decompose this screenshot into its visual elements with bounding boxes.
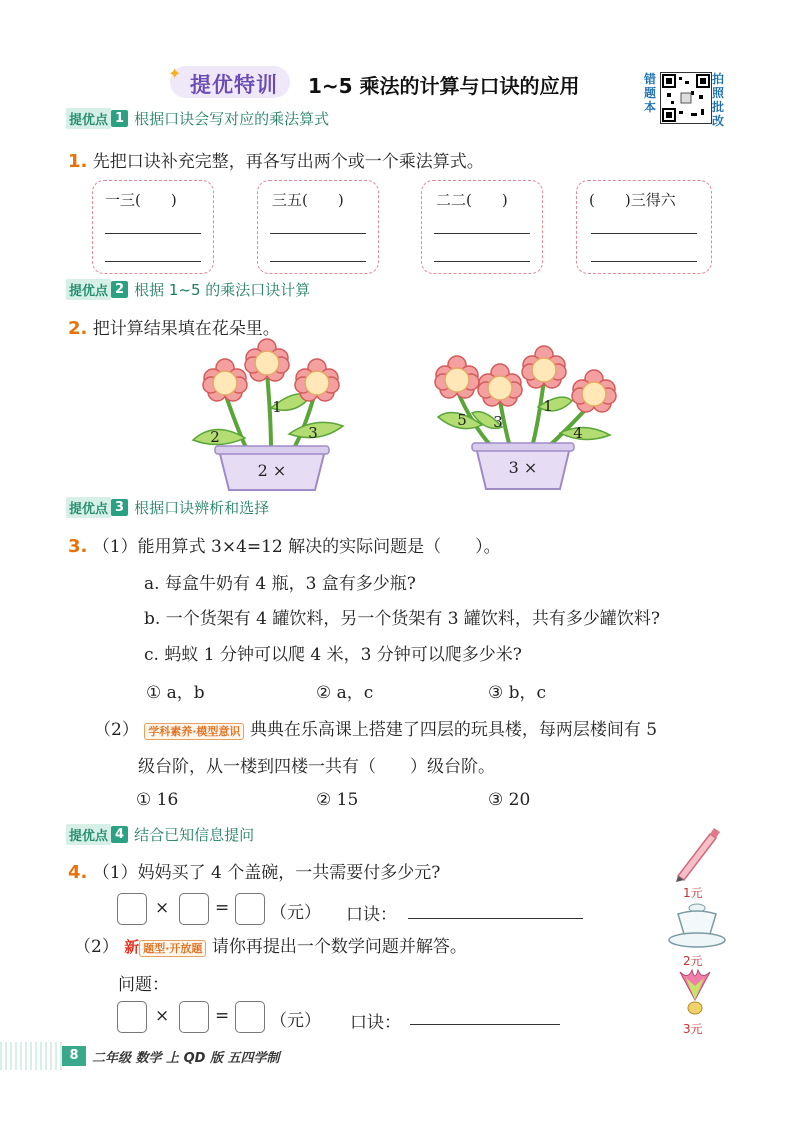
section-text: 根据 1~5 的乘法口诀计算 <box>134 280 311 299</box>
q1-box-2 <box>257 180 379 274</box>
flower-icon[interactable] <box>522 346 566 388</box>
q2-prompt <box>68 314 280 339</box>
q1-box-1-text: 一三( ) <box>105 191 177 209</box>
q3-part2-text2: 级台阶，从一楼到四楼一共有（ ）级台阶。 <box>138 757 495 777</box>
answer-box[interactable] <box>235 893 265 925</box>
koujue-line[interactable] <box>410 1024 560 1025</box>
equals-sign: = <box>215 1006 230 1026</box>
answer-box[interactable] <box>179 1001 209 1033</box>
section-text: 结合已知信息提问 <box>134 825 255 844</box>
qr-code-icon[interactable] <box>660 72 712 124</box>
answer-line[interactable] <box>434 261 530 262</box>
answer-box[interactable] <box>117 1001 147 1033</box>
footer-text: 二年级 数学 上 QD 版 五四学制 <box>92 1051 280 1066</box>
section-text: 根据口诀辨析和选择 <box>134 498 270 517</box>
section-tag: 提优点 <box>66 824 111 845</box>
price-label: 1元 <box>683 886 703 900</box>
price-label: 2元 <box>683 954 703 968</box>
q1-number: 1. <box>68 151 88 172</box>
leaf-number: 4 <box>573 424 583 442</box>
q3-option-c: c. 蚂蚁 1 分钟可以爬 4 米，3 分钟可以爬多少米? <box>144 645 522 665</box>
q4-part1-text: （1）妈妈买了 4 个盖碗，一共需要付多少元? <box>92 863 441 883</box>
q1-box-4-text: ( )三得六 <box>589 191 676 209</box>
flower-pot-2 <box>432 345 617 495</box>
q3-part2-prefix: （2） <box>94 720 139 740</box>
new-icon: 新 <box>124 938 140 956</box>
q4-part2 <box>74 932 467 957</box>
pot-2-label: 3 × <box>508 458 538 477</box>
answer-line[interactable] <box>105 233 201 234</box>
q3-part1-text: （1）能用算式 3×4=12 解决的实际问题是（ ）。 <box>92 537 501 557</box>
page-number: 8 <box>62 1046 86 1066</box>
answer-box[interactable] <box>117 893 147 925</box>
flower-pot-1 <box>185 338 360 496</box>
section-num: 1 <box>111 110 128 127</box>
q3-choice-4[interactable]: ① 16 <box>136 790 179 810</box>
section-num: 4 <box>111 826 128 843</box>
price-label: 3元 <box>683 1022 703 1036</box>
q1-box-2-text: 三五( ) <box>272 191 344 209</box>
unit-label: （元） <box>270 903 321 923</box>
leaf-number: 3 <box>308 424 318 442</box>
flower-icon[interactable] <box>435 356 479 398</box>
q3-part1 <box>68 532 501 557</box>
answer-box[interactable] <box>179 893 209 925</box>
q1-box-4 <box>576 180 712 274</box>
section-3-label <box>66 497 269 517</box>
flower-icon[interactable] <box>572 370 616 412</box>
answer-line[interactable] <box>591 233 697 234</box>
q1-box-3-text: 二二( ) <box>436 191 508 209</box>
q4-part2-prefix: （2） <box>74 937 119 957</box>
answer-box[interactable] <box>235 1001 265 1033</box>
q4-part2-text: 请你再提出一个数学问题并解答。 <box>211 937 467 957</box>
flower-icon[interactable] <box>245 339 289 381</box>
section-1-label <box>66 108 329 128</box>
q3-part2 <box>94 715 657 740</box>
unit-label: （元） <box>270 1011 321 1031</box>
koujue-label: 口诀： <box>346 905 397 925</box>
q1-box-1 <box>92 180 214 274</box>
q3-choice-1[interactable]: ① a，b <box>146 683 205 703</box>
header-badge-label: 提优特训 <box>190 73 278 97</box>
qr-right-label: 拍照批改 <box>712 72 725 128</box>
q2-text: 把计算结果填在花朵里。 <box>92 319 280 339</box>
koujue-label: 口诀： <box>350 1013 401 1033</box>
section-4-label <box>66 824 254 844</box>
koujue-line[interactable] <box>408 918 583 919</box>
q3-choice-3[interactable]: ③ b，c <box>488 683 547 703</box>
section-num: 3 <box>111 499 128 516</box>
leaf-number: 3 <box>493 413 503 431</box>
q3-option-b: b. 一个货架有 4 罐饮料，另一个货架有 3 罐饮料，共有多少罐饮料? <box>144 609 661 629</box>
teacup-icon <box>666 900 728 950</box>
q3-part2-text: 典典在乐高课上搭建了四层的玩具楼，每两层楼间有 5 <box>249 720 658 740</box>
pencil-icon <box>670 826 720 882</box>
leaf-number: 2 <box>210 428 220 446</box>
q3-choice-2[interactable]: ② a，c <box>316 683 374 703</box>
times-sign: × <box>155 1006 170 1026</box>
q1-prompt <box>68 147 484 172</box>
q4-number: 4. <box>68 862 88 883</box>
section-2-label <box>66 279 310 299</box>
q1-text: 先把口诀补充完整，再各写出两个或一个乘法算式。 <box>92 152 484 172</box>
leaf-number: 5 <box>457 411 467 429</box>
flower-icon[interactable] <box>203 359 247 401</box>
section-num: 2 <box>111 281 128 298</box>
literacy-tag: 学科素养·模型意识 <box>144 723 244 740</box>
q3-choice-5[interactable]: ② 15 <box>316 790 359 810</box>
answer-line[interactable] <box>270 233 366 234</box>
section-tag: 提优点 <box>66 279 111 300</box>
sparkle-icon: ✦ <box>168 64 182 83</box>
equals-sign: = <box>215 898 230 918</box>
section-tag: 提优点 <box>66 108 111 129</box>
q3-option-a: a. 每盒牛奶有 4 瓶，3 盒有多少瓶? <box>144 574 416 594</box>
section-text: 根据口诀会写对应的乘法算式 <box>134 109 330 128</box>
shuttlecock-icon <box>670 966 720 1018</box>
leaf-number: 1 <box>543 397 553 415</box>
leaf-number: 1 <box>272 398 282 416</box>
q1-box-3 <box>421 180 543 274</box>
section-tag: 提优点 <box>66 497 111 518</box>
answer-line[interactable] <box>434 233 530 234</box>
pot-1-label: 2 × <box>257 461 287 480</box>
qr-left-label: 错题本 <box>644 72 657 114</box>
page-title: 1~5 乘法的计算与口诀的应用 <box>308 74 580 98</box>
open-question-tag: 题型·开放题 <box>139 940 206 957</box>
q4-part1 <box>68 858 440 883</box>
flower-icon[interactable] <box>295 359 339 401</box>
q2-number: 2. <box>68 318 88 339</box>
answer-line[interactable] <box>591 261 697 262</box>
q3-choice-6[interactable]: ③ 20 <box>488 790 531 810</box>
times-sign: × <box>155 898 170 918</box>
footer-band <box>0 1042 62 1070</box>
question-label: 问题： <box>118 975 169 995</box>
flower-icon[interactable] <box>478 364 522 406</box>
q3-number: 3. <box>68 536 88 557</box>
answer-line[interactable] <box>270 261 366 262</box>
answer-line[interactable] <box>105 261 201 262</box>
